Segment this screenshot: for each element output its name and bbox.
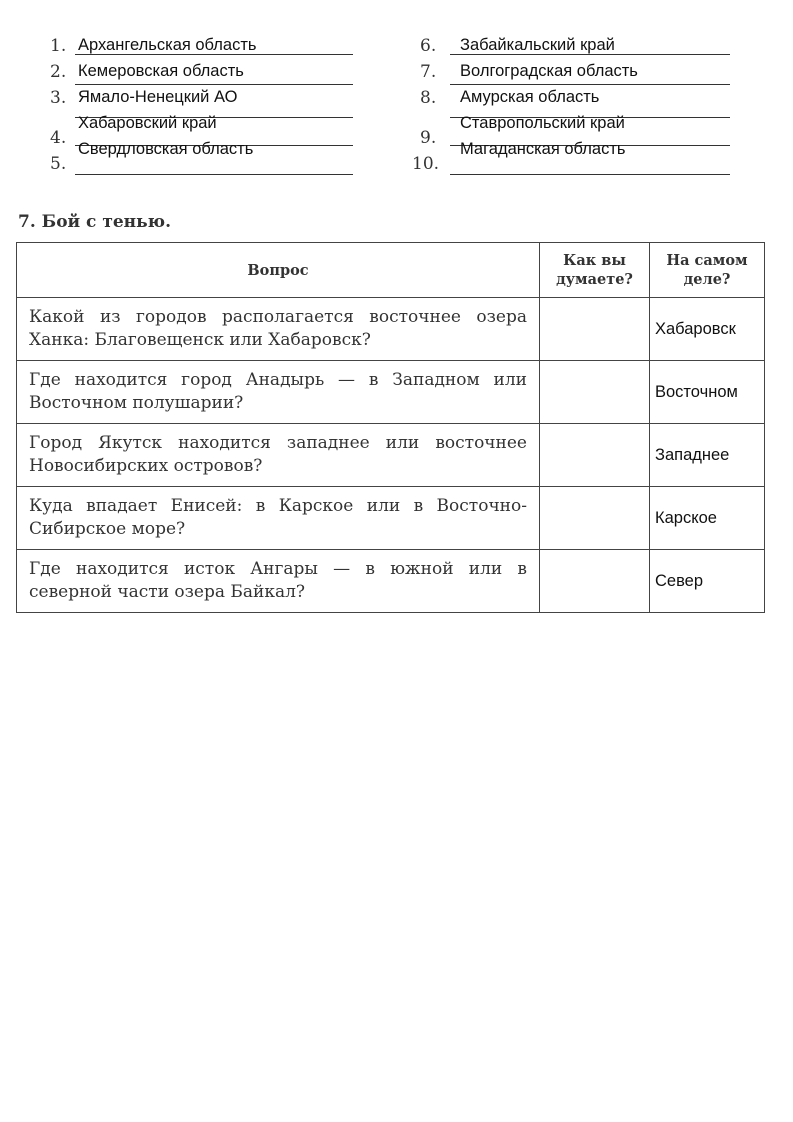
table-row (17, 550, 765, 613)
answer-number: 6. (420, 36, 437, 56)
answer-text: Амурская область (460, 88, 600, 106)
table-row (17, 361, 765, 424)
answer-text: Магаданская область (460, 140, 626, 158)
guess-cell[interactable] (540, 424, 650, 487)
answer-number: 8. (420, 88, 437, 108)
header-guess: Как вы думаете? (540, 243, 650, 298)
table-row (17, 298, 765, 361)
answer-line (75, 54, 353, 55)
answer-text: Ямало-Ненецкий АО (78, 88, 238, 106)
answer-text: Кемеровская область (78, 62, 244, 80)
answer-text: Архангельская область (78, 36, 257, 54)
answer-text: Свердловская область (78, 140, 254, 158)
question-cell: Где находится исток Ангары — в южной или в северной части озера Байкал? (17, 550, 540, 613)
answer-line (450, 54, 730, 55)
answer-number: 4. (50, 128, 67, 148)
header-actual: На самом деле? (650, 243, 765, 298)
question-cell: Где находится город Анадырь — в Западном или Восточном полушарии? (17, 361, 540, 424)
answer-line (75, 174, 353, 175)
table-row (17, 424, 765, 487)
actual-answer-cell[interactable]: Карское (650, 487, 765, 550)
answer-number: 3. (50, 88, 67, 108)
answer-number: 1. (50, 36, 67, 56)
answer-number: 9. (420, 128, 437, 148)
answer-line (450, 174, 730, 175)
actual-answer-cell[interactable]: Западнее (650, 424, 765, 487)
header-question: Вопрос (17, 243, 540, 298)
answer-number: 5. (50, 154, 67, 174)
answer-line (450, 84, 730, 85)
guess-cell[interactable] (540, 298, 650, 361)
answer-text: Волгоградская область (460, 62, 638, 80)
answer-number: 2. (50, 62, 67, 82)
question-cell: Какой из городов располагается восточнее озера Ханка: Благовещенск или Хабаровск? (17, 298, 540, 361)
guess-cell[interactable] (540, 550, 650, 613)
actual-answer-cell[interactable]: Хабаровск (650, 298, 765, 361)
actual-answer-cell[interactable]: Север (650, 550, 765, 613)
guess-cell[interactable] (540, 361, 650, 424)
guess-cell[interactable] (540, 487, 650, 550)
answer-text: Забайкальский край (460, 36, 615, 54)
answer-number: 10. (412, 154, 440, 174)
actual-answer-cell[interactable]: Восточном (650, 361, 765, 424)
answer-text: Ставропольский край (460, 114, 625, 132)
answer-number: 7. (420, 62, 437, 82)
answer-line (75, 84, 353, 85)
question-cell: Город Якутск находится западнее или восточнее Новосибирских островов? (17, 424, 540, 487)
question-cell: Куда впадает Енисей: в Карское или в Восточно-Сибирское море? (17, 487, 540, 550)
task-title: 7. Бой с тенью. (18, 212, 172, 232)
shadow-boxing-table (16, 242, 765, 613)
table-row (17, 487, 765, 550)
answer-text: Хабаровский край (78, 114, 217, 132)
